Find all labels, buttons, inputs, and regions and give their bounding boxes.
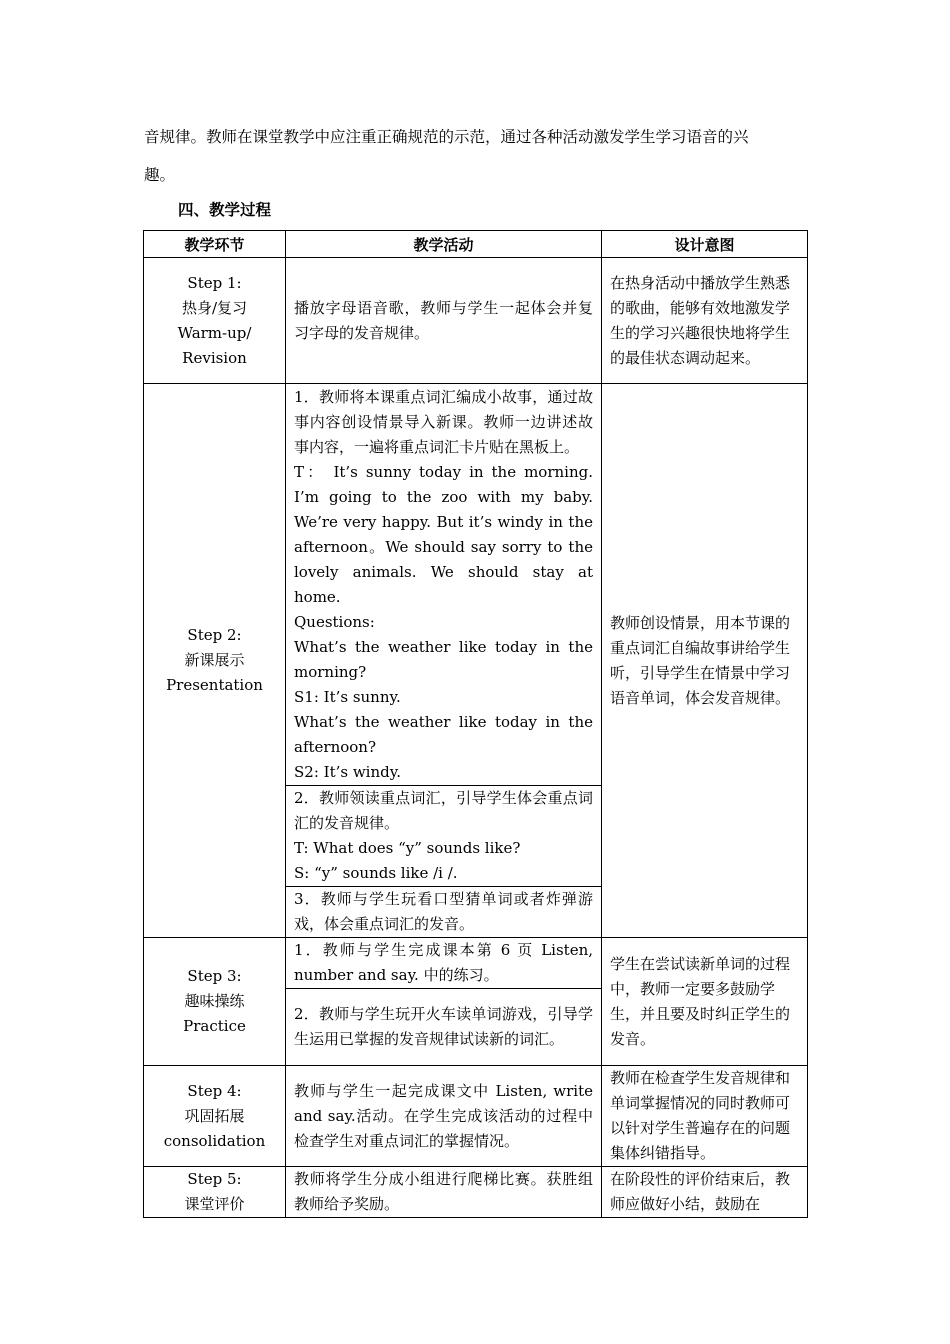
step-5-label	[144, 1167, 286, 1218]
step-5-line: 课堂评价	[184, 1195, 245, 1213]
activity-text: What’s the weather like today in the morning?	[294, 638, 593, 681]
step-2-line: 新课展示	[184, 651, 245, 669]
activity-text: S2: It’s windy.	[294, 763, 401, 781]
table-row-step-4	[144, 1066, 808, 1167]
step-5-line: Step 5:	[187, 1170, 242, 1188]
step-2-activity-3	[286, 887, 602, 938]
purpose-text: 学生在尝试读新单词的过程中，教师一定要多鼓励学生，并且要及时纠正学生的发音。	[610, 954, 791, 1048]
step-4-line: consolidation	[163, 1131, 266, 1150]
step-4-line: Step 4:	[187, 1081, 242, 1100]
step-1-line: Step 1:	[187, 273, 242, 292]
activity-text: S1: It’s sunny.	[294, 688, 401, 706]
step-1-line: Revision	[182, 348, 247, 367]
table-row-step-5	[144, 1167, 808, 1218]
step-3-label	[144, 938, 286, 1066]
step-3-line: Step 3:	[187, 967, 242, 985]
activity-text: 2．教师领读重点词汇，引导学生体会重点词汇的发音规律。	[294, 789, 593, 832]
step-4-activity	[286, 1066, 602, 1167]
table-row-step-1	[144, 258, 808, 384]
header-stage: 教学环节	[144, 231, 286, 258]
step-4-purpose	[602, 1066, 808, 1167]
step-4-line: 巩固拓展	[184, 1106, 245, 1125]
purpose-text: 在阶段性的评价结束后，教师应做好小结，鼓励在	[610, 1170, 791, 1213]
step-1-label	[144, 258, 286, 384]
section-heading: 四、教学过程	[178, 200, 272, 219]
step-3-line: 趣味操练	[184, 992, 245, 1010]
step-2-line: Presentation	[166, 676, 263, 694]
activity-text: 教师将学生分成小组进行爬梯比赛。获胜组教师给予奖励。	[294, 1170, 593, 1213]
step-1-purpose	[602, 258, 808, 384]
step-5-activity	[286, 1167, 602, 1218]
step-2-label	[144, 384, 286, 938]
step-5-purpose	[602, 1167, 808, 1218]
teaching-process-table	[143, 230, 808, 1218]
table-header-row	[144, 231, 808, 258]
activity-text: 1．教师与学生完成课本第 6 页 Listen, number and say. 中的练习。	[294, 941, 593, 984]
intro-line-1: 音规律。教师在课堂教学中应注重正确规范的示范，通过各种活动激发学生学习语音的兴	[144, 128, 749, 146]
header-purpose: 设计意图	[602, 231, 808, 258]
step-3-activity-2	[286, 989, 602, 1066]
activity-text: S: “y” sounds like /i /.	[294, 864, 458, 882]
activity-text: T： It’s sunny today in the morning. I’m going to the zoo with my baby. We’re very happy. But it’s windy in the afternoon。We should say sorry to the lovely animals. We should stay at home.	[294, 463, 593, 606]
table-row-step-2a	[144, 384, 808, 786]
step-4-label	[144, 1066, 286, 1167]
activity-text: What’s the weather like today in the afternoon?	[294, 713, 593, 756]
step-2-activity-1	[286, 384, 602, 786]
step-3-purpose	[602, 938, 808, 1066]
activity-text: 播放字母语音歌，教师与学生一起体会并复习字母的发音规律。	[294, 298, 593, 342]
intro-line-2: 趣。	[144, 166, 176, 184]
purpose-text: 教师在检查学生发音规律和单词掌握情况的同时教师可以针对学生普遍存在的问题集体纠错指导。	[610, 1069, 791, 1162]
activity-text: 1．教师将本课重点词汇编成小故事，通过故事内容创设情景导入新课。教师一边讲述故事内容，一遍将重点词汇卡片贴在黑板上。	[294, 388, 593, 456]
step-2-purpose	[602, 384, 808, 938]
step-3-activity-1	[286, 938, 602, 989]
activity-text: 教师与学生一起完成课文中 Listen, write and say.活动。在学生完成该活动的过程中检查学生对重点词汇的掌握情况。	[294, 1081, 593, 1150]
step-2-activity-2	[286, 786, 602, 887]
step-3-line: Practice	[183, 1017, 246, 1035]
activity-text: 2．教师与学生玩开火车读单词游戏，引导学生运用已掌握的发音规律试读新的词汇。	[294, 1005, 593, 1048]
step-1-line: Warm-up/	[177, 323, 252, 342]
step-1-activity	[286, 258, 602, 384]
activity-text: T: What does “y” sounds like?	[294, 839, 521, 857]
step-1-line: 热身/复习	[181, 298, 248, 317]
activity-text: 3．教师与学生玩看口型猜单词或者炸弹游戏，体会重点词汇的发音。	[294, 890, 593, 933]
purpose-text: 教师创设情景，用本节课的重点词汇自编故事讲给学生听，引导学生在情景中学习语音单词，体会发音规律。	[610, 613, 791, 707]
header-activity: 教学活动	[286, 231, 602, 258]
step-2-line: Step 2:	[187, 626, 242, 644]
table-row-step-3a	[144, 938, 808, 989]
intro-paragraph	[144, 118, 806, 194]
activity-text: Questions:	[294, 613, 375, 631]
purpose-text: 在热身活动中播放学生熟悉的歌曲，能够有效地激发学生的学习兴趣很快地将学生的最佳状态调动起来。	[610, 273, 791, 367]
